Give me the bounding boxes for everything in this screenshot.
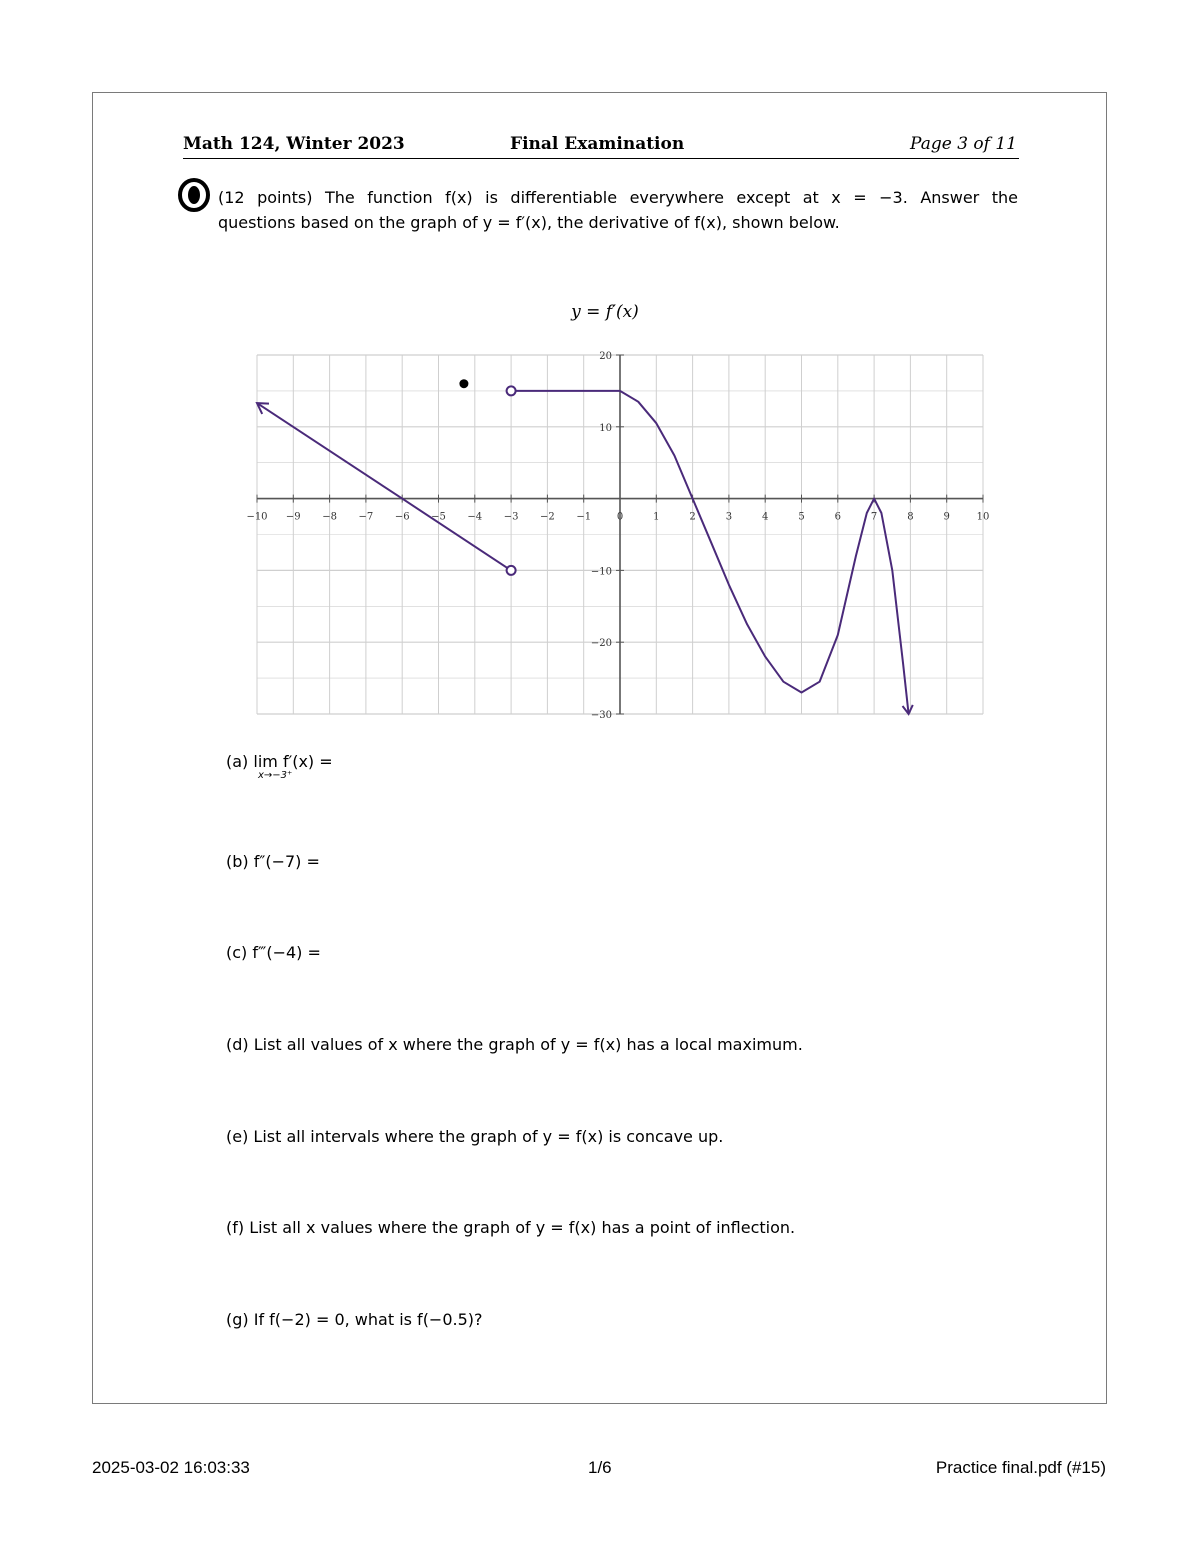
- x-tick-label: −5: [431, 511, 446, 523]
- closed-point: [459, 379, 468, 388]
- part-f: (f) List all x values where the graph of y = f(x) has a point of inflection.: [226, 1218, 796, 1237]
- open-endpoint: [507, 386, 516, 395]
- part-e: (e) List all intervals where the graph of y = f(x) is concave up.: [226, 1127, 724, 1146]
- x-tick-label: −2: [540, 511, 555, 523]
- x-tick-label: −10: [246, 511, 268, 523]
- part-d: (d) List all values of x where the graph of y = f(x) has a local maximum.: [226, 1035, 803, 1054]
- part-a: [226, 752, 333, 781]
- part-g: (g) If f(−2) = 0, what is f(−0.5)?: [226, 1310, 483, 1329]
- series-line: [257, 403, 511, 570]
- x-tick-label: 8: [907, 511, 914, 523]
- derivative-graph: [240, 340, 1000, 730]
- x-tick-label: −1: [576, 511, 592, 523]
- exam-header: [183, 132, 1019, 159]
- footer-timestamp: 2025-03-02 16:03:33: [92, 1458, 250, 1477]
- handwritten-question-mark-icon: [176, 177, 212, 213]
- x-tick-label: 2: [689, 511, 696, 523]
- x-tick-label: 6: [834, 511, 841, 523]
- footer-filename: Practice final.pdf (#15): [935, 1458, 1106, 1477]
- series-line: [620, 391, 909, 714]
- exam-page-frame: [92, 92, 1107, 1404]
- x-tick-label: 0: [616, 511, 624, 523]
- x-tick-label: 7: [870, 511, 878, 523]
- exam-title: Final Examination: [510, 134, 685, 154]
- part-c: (c) f‴(−4) =: [226, 943, 321, 962]
- x-tick-label: −9: [285, 511, 301, 523]
- open-endpoint: [507, 566, 516, 575]
- x-tick-label: 9: [943, 511, 950, 523]
- x-tick-label: 10: [976, 511, 990, 523]
- question-intro-line1: (12 points) The function f(x) is differentiable everywhere except at x = −3. Answer the: [218, 188, 1018, 207]
- x-tick-label: −7: [358, 511, 374, 523]
- limit-subscript: x→−3⁺: [258, 770, 293, 781]
- y-tick-label: 20: [599, 351, 612, 362]
- x-tick-label: 4: [762, 511, 769, 523]
- x-tick-label: −6: [394, 511, 410, 523]
- x-tick-label: 3: [725, 511, 733, 523]
- y-tick-label: −10: [590, 566, 612, 578]
- part-b: (b) f″(−7) =: [226, 852, 320, 871]
- arrowhead-left: [257, 403, 269, 414]
- question-intro-line2: questions based on the graph of y = f′(x), the derivative of f(x), shown below.: [218, 213, 840, 232]
- chart-title: y = f′(x): [571, 302, 639, 322]
- y-tick-label: 10: [599, 422, 612, 434]
- x-tick-label: 1: [653, 511, 660, 523]
- page-number: Page 3 of 11: [910, 134, 1017, 154]
- footer-page-count: 1/6: [588, 1458, 612, 1477]
- x-tick-label: −4: [467, 511, 483, 523]
- course-title: Math 124, Winter 2023: [183, 134, 405, 154]
- x-tick-label: −3: [503, 511, 519, 523]
- y-tick-label: −20: [590, 638, 612, 650]
- question-intro: [218, 185, 1018, 235]
- part-a-text: (a) lim f′(x) =: [226, 752, 333, 771]
- x-tick-label: 5: [798, 511, 805, 523]
- y-tick-label: −30: [590, 710, 612, 721]
- x-tick-label: −8: [322, 511, 337, 523]
